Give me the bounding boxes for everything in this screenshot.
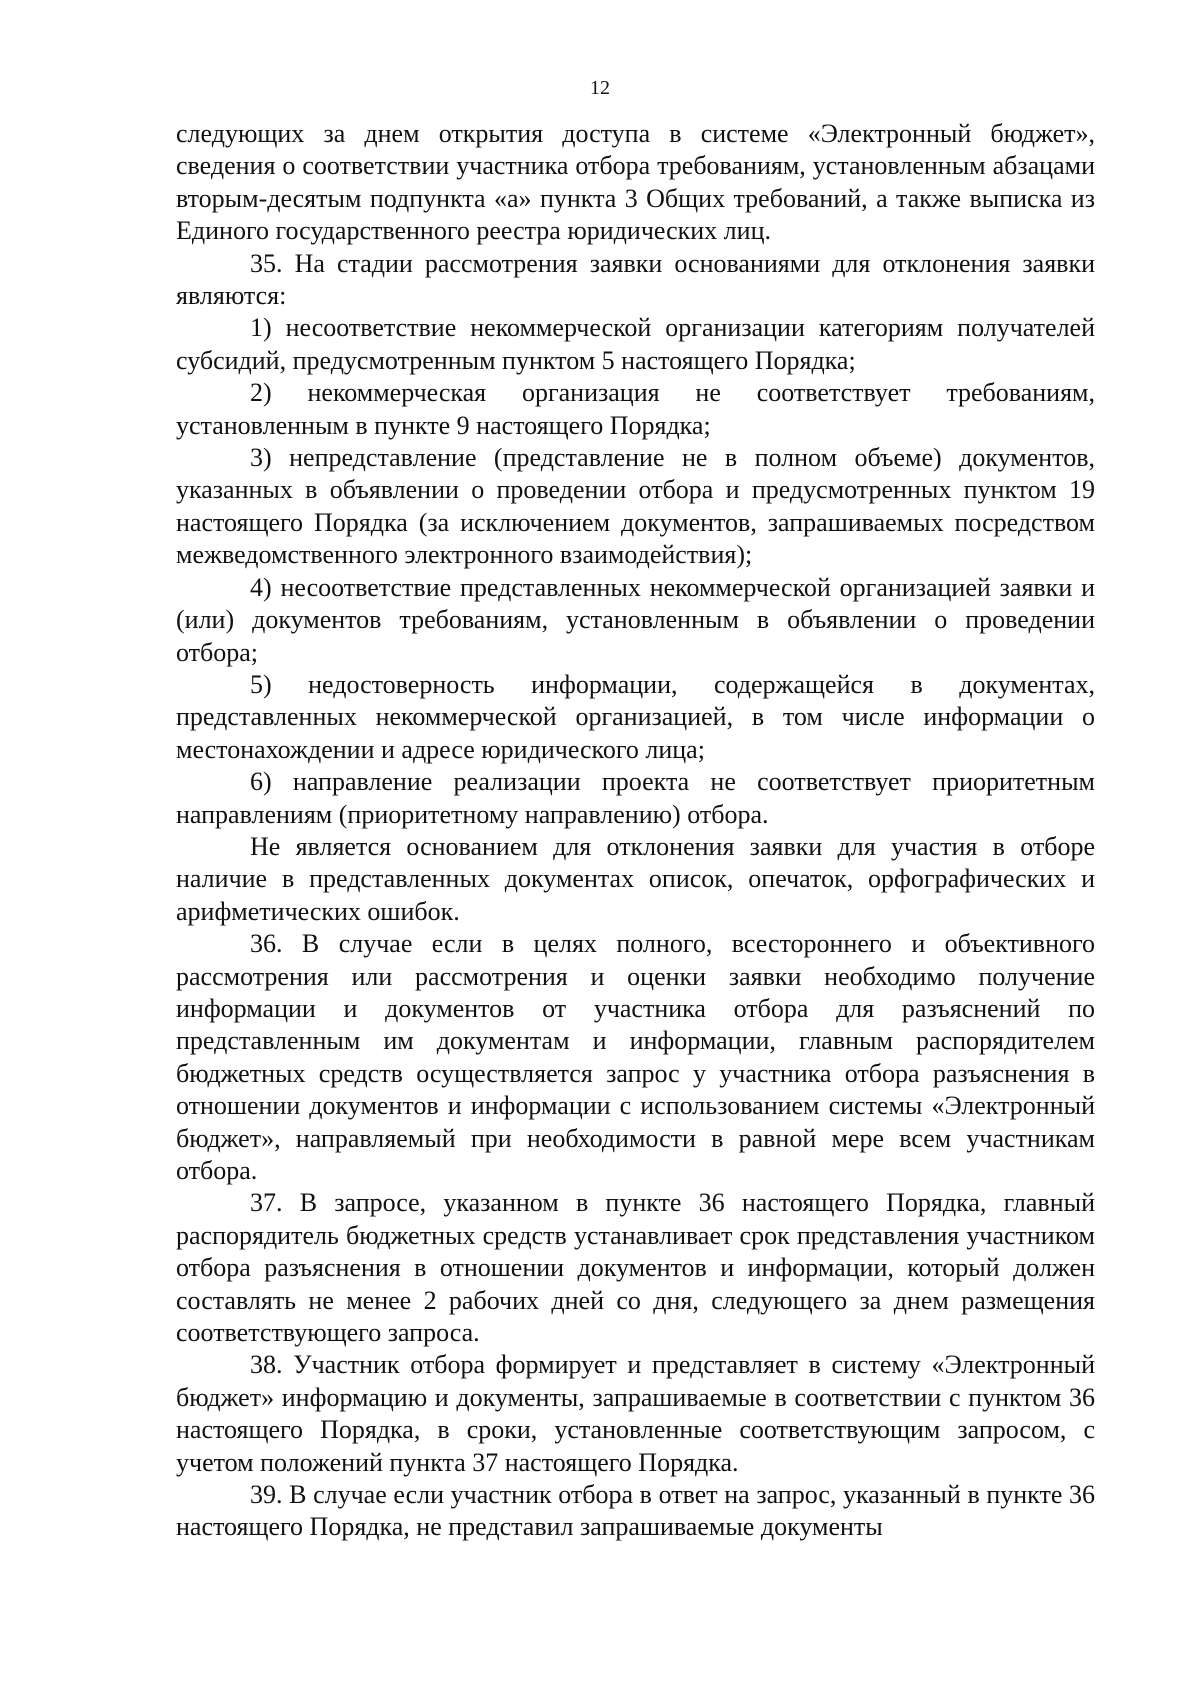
paragraph-not-grounds: Не является основанием для отклонения заявки для участия в отборе наличие в представленных документах описок, опечаток, орфографических и арифметических ошибок. (176, 831, 1095, 926)
list-item-1: 1) несоответствие некоммерческой организации категориям получателей субсидий, предусмотренным пунктом 5 настоящего Порядка; (176, 313, 1095, 375)
page-number: 12 (590, 77, 610, 99)
list-item-2: 2) некоммерческая организация не соответствует требованиям, установленным в пункте 9 настоящего Порядка; (176, 378, 1095, 440)
paragraph-36: 36. В случае если в целях полного, всестороннего и объективного рассмотрения или рассмотрения и оценки заявки необходимо получение информации и документов от участника отбора для разъяснений по представленным им документам и информации, главным распорядителем бюджетных средств осуществляется запрос у участника отбора разъяснения в отношении документов и информации с использованием системы «Электронный бюджет», направляемый при необходимости в равной мере всем участникам отбора. (176, 929, 1095, 1185)
paragraph-38: 38. Участник отбора формирует и представляет в систему «Электронный бюджет» информацию и документы, запрашиваемые в соответствии с пунктом 36 настоящего Порядка, в сроки, установленные соответствующим запросом, с учетом положений пункта 37 настоящего Порядка. (176, 1350, 1095, 1477)
paragraph-37: 37. В запросе, указанном в пункте 36 настоящего Порядка, главный распорядитель бюджетных средств устанавливает срок представления участником отбора разъяснения в отношении документов и информации, который должен составлять не менее 2 рабочих дней со дня, следующего за днем размещения соответствующего запроса. (176, 1188, 1095, 1348)
list-item-4: 4) несоответствие представленных некоммерческой организацией заявки и (или) документов требованиям, установленным в объявлении о проведении отбора; (176, 572, 1095, 667)
list-item-6: 6) направление реализации проекта не соответствует приоритетным направлениям (приоритетному направлению) отбора. (176, 767, 1095, 829)
paragraph-continuation: следующих за днем открытия доступа в системе «Электронный бюджет», сведения о соответствии участника отбора требованиям, установленным абзацами вторым-десятым подпункта «а» пункта 3 Общих требований, а также выписка из Единого государственного реестра юридических лиц. (176, 119, 1095, 246)
paragraph-39: 39. В случае если участник отбора в ответ на запрос, указанный в пункте 36 настоящего Порядка, не представил запрашиваемые документы (176, 1480, 1095, 1542)
paragraph-35: 35. На стадии рассмотрения заявки основаниями для отклонения заявки являются: (176, 248, 1095, 311)
list-item-3: 3) непредставление (представление не в полном объеме) документов, указанных в объявлении о проведении отбора и предусмотренных пунктом 19 настоящего Порядка (за исключением документов, запрашиваемых посредством межведомственного электронного взаимодействия); (176, 443, 1095, 570)
list-item-5: 5) недостоверность информации, содержащейся в документах, представленных некоммерческой организацией, в том числе информации о местонахождении и адресе юридического лица; (176, 669, 1095, 764)
document-body (176, 118, 1095, 1544)
